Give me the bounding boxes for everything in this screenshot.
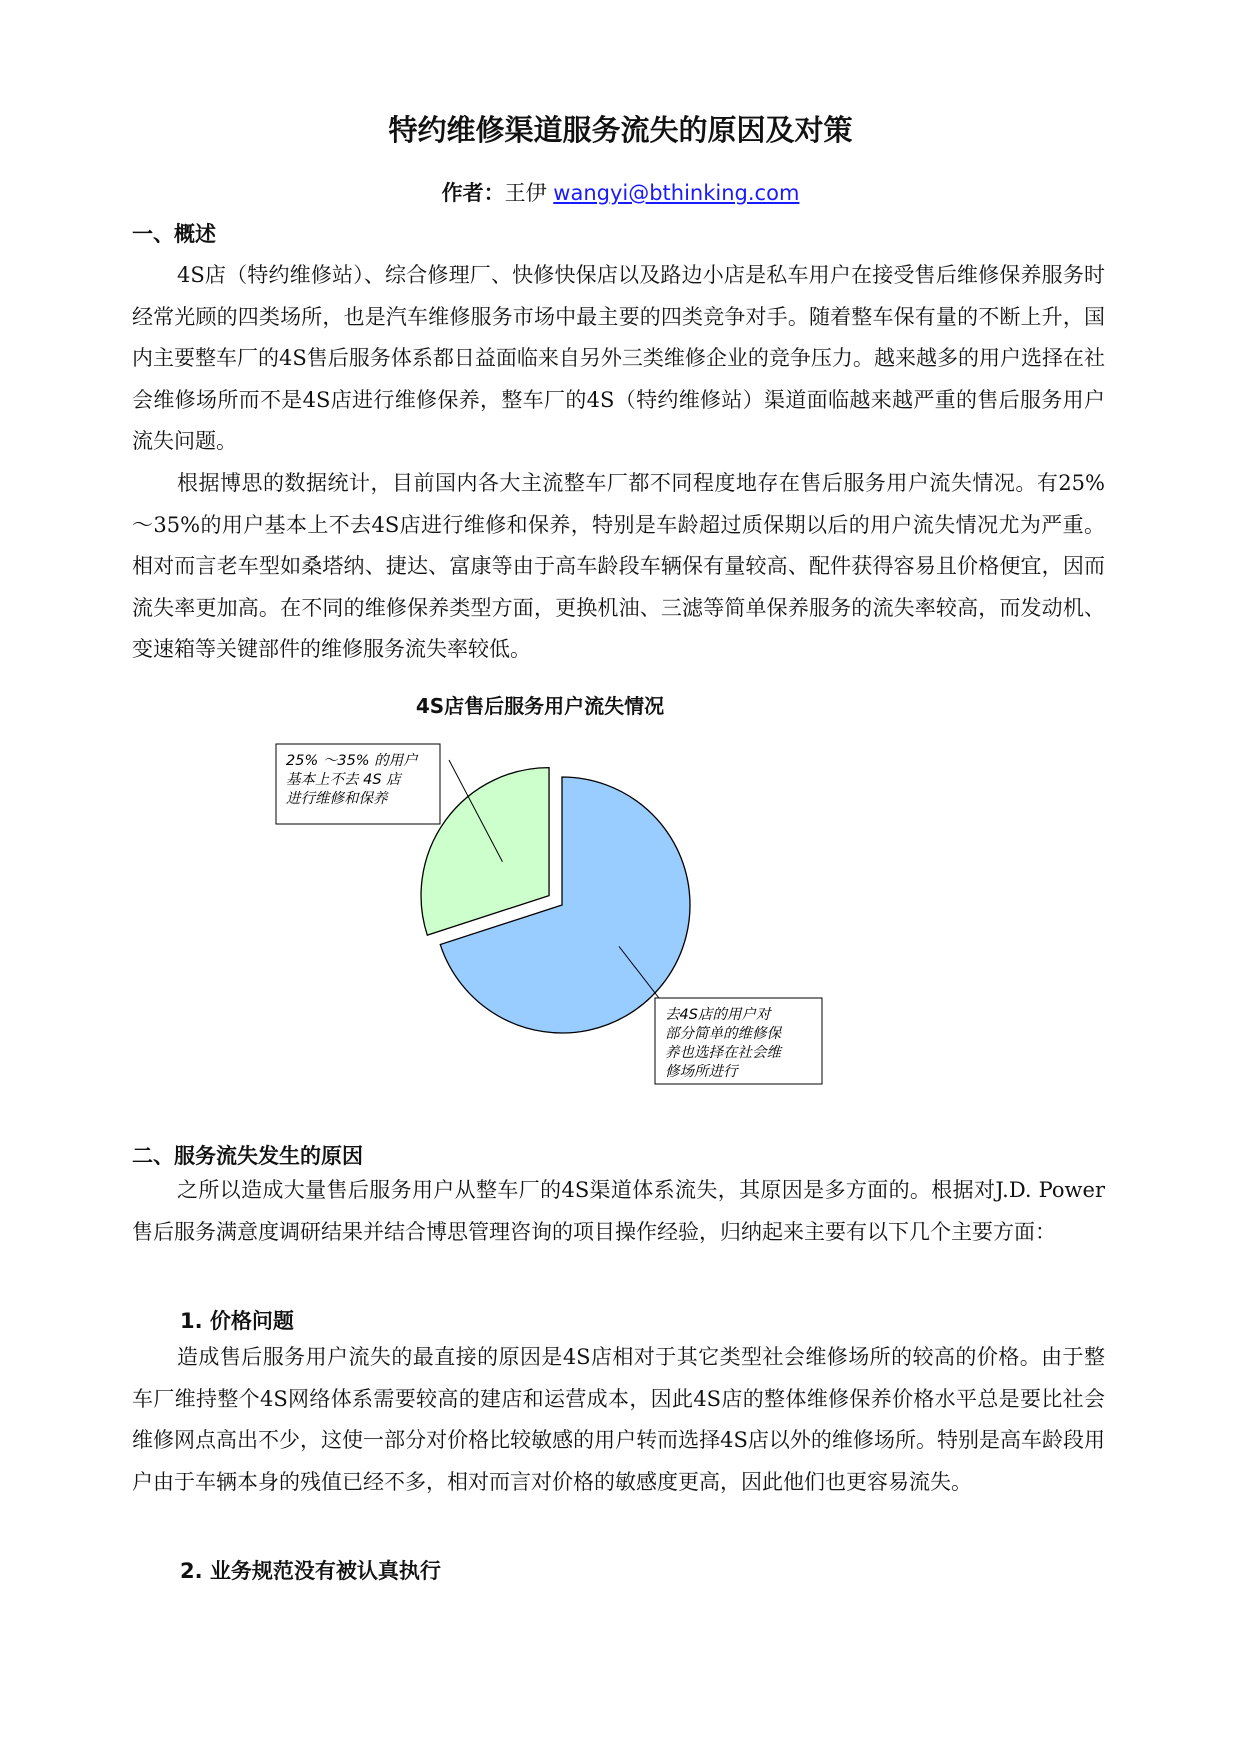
pie-label-2: 去4S店的用户对部分简单的维修保养也选择在社会维修场所进行 [665, 1007, 781, 1080]
section2-paragraph-2: 造成售后服务用户流失的最直接的原因是4S店相对于其它类型社会维修场所的较高的价格。由于整车厂维持整个4S网络体系需要较高的建店和运营成本，因此4S店的整体维修保养价格水平总是要比社会维修网点高出不少，这使一部分对价格比较敏感的用户转而选择4S店以外的维修场所。特别是高车龄段用户由于车辆本身的残值已经不多，相对而言对价格的敏感度更高，因此他们也更容易流失。 [132, 1345, 1105, 1494]
pie-label-1: 25% ～35% 的用户基本上不去 4S 店进行维修和保养 [286, 753, 418, 807]
section1-paragraph-2: 根据博思的数据统计，目前国内各大主流整车厂都不同程度地存在售后服务用户流失情况。有25%～35%的用户基本上不去4S店进行维修和保养，特别是车龄超过质保期以后的用户流失情况尤为严重。相对而言老车型如桑塔纳、捷达、富康等由于高车龄段车辆保有量较高、配件获得容易且价格便宜，因而流失率更加高。在不同的维修保养类型方面，更换机油、三滤等简单保养服务的流失率较高，而发动机、变速箱等关键部件的维修服务流失率较低。 [132, 471, 1105, 661]
author-email-link[interactable]: wangyi@bthinking.com [553, 181, 800, 205]
subsection-price-heading: 1. 价格问题 [180, 1309, 294, 1333]
section2-heading: 二、服务流失发生的原因 [132, 1144, 363, 1168]
author-name: 王伊 [504, 181, 547, 205]
section1-heading: 一、概述 [132, 222, 216, 246]
document-title: 特约维修渠道服务流失的原因及对策 [388, 113, 853, 147]
chart-title: 4S店售后服务用户流失情况 [415, 694, 665, 718]
author-label: 作者： [441, 181, 505, 205]
section1-paragraph-1: 4S店（特约维修站）、综合修理厂、快修快保店以及路边小店是私车用户在接受售后维修保养服务时经常光顾的四类场所，也是汽车维修服务市场中最主要的四类竞争对手。随着整车保有量的不断上升，国内主要整车厂的4S售后服务体系都日益面临来自另外三类维修企业的竞争压力。越来越多的用户选择在社会维修场所而不是4S店进行维修保养，整车厂的4S（特约维修站）渠道面临越来越严重的售后服务用户流失问题。 [132, 263, 1105, 453]
subsection-norms-heading: 2. 业务规范没有被认真执行 [180, 1559, 441, 1583]
section2-paragraph-1: 之所以造成大量售后服务用户从整车厂的4S渠道体系流失，其原因是多方面的。根据对J.D. Power售后服务满意度调研结果并结合博思管理咨询的项目操作经验，归纳起来主要有以下几个主要方面： [132, 1178, 1105, 1244]
